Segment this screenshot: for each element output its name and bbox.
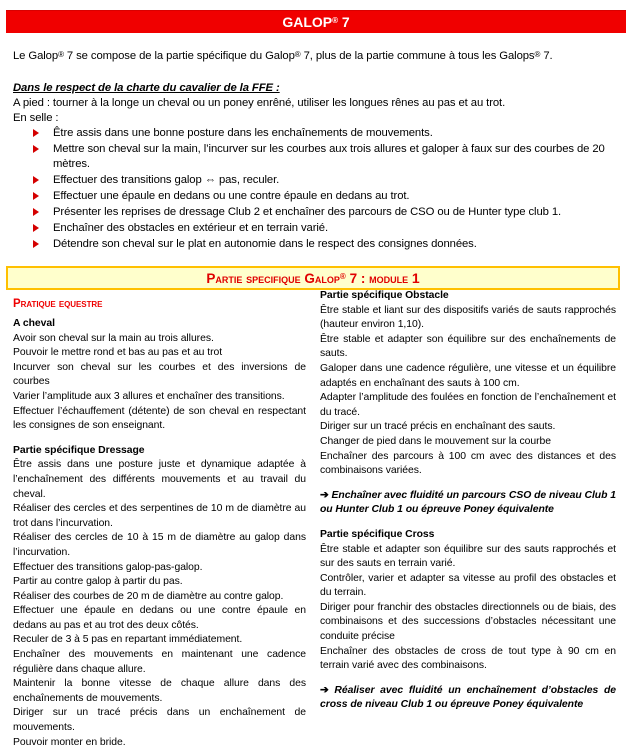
obstacle-item: Être stable et adapter son équilibre sur des enchaînements de sauts. (320, 333, 616, 360)
registered-mark: ® (534, 50, 541, 59)
en-selle-bullet-list (33, 126, 623, 251)
cross-item: Contrôler, varier et adapter sa vitesse au profil des obstacles et du terrain. (320, 572, 616, 599)
section-title-text: 7 : module (345, 271, 412, 286)
charter-heading: Dans le respect de la charte du cavalier de la FFE : (13, 82, 280, 94)
dressage-item: Maintenir la bonne vitesse de chaque allure dans des enchaînements de mouvements. (13, 678, 306, 704)
dressage-item: Diriger sur un tracé précis dans un enchaînement de mouvements. (13, 707, 306, 734)
charter-section (13, 81, 623, 253)
bullet-arrow-icon (33, 192, 39, 200)
obstacle-item: Galoper dans une cadence régulière, une vitesse et un équilibre adaptés en enchaînant des sauts à 100 cm. (320, 362, 616, 389)
obstacle-item: Être stable et liant sur des dispositifs variés de sauts rapprochés (hauteur environ 1,10). (320, 304, 616, 331)
bullet-text: Être assis dans une bonne posture dans les enchaînements de mouvements. (53, 127, 433, 139)
en-selle-label: En selle : (13, 112, 59, 124)
dressage-item: Reculer de 3 à 5 pas en repartant immédiatement. (13, 634, 243, 646)
a-cheval-item: Avoir son cheval sur la main au trois allures. (13, 332, 214, 344)
bullet-item (33, 173, 634, 188)
obstacle-item: Diriger sur un tracé précis en enchaînant des sauts. (320, 421, 556, 433)
dressage-item: Réaliser des cercles de 10 à 15 m de diamètre au galop dans l’incurvation. (13, 532, 306, 558)
bullet-item (33, 237, 634, 252)
spacer (320, 479, 616, 489)
cross-goal-text: Réaliser avec fluidité un enchaînement d’obstacles de cross de niveau Club 1 ou épreuve Poney équivalente (320, 684, 616, 711)
bullet-arrow-icon (33, 176, 39, 184)
spacer (320, 674, 616, 684)
bullet-item (33, 205, 634, 220)
registered-mark: ® (58, 50, 64, 59)
a-cheval-item: Pouvoir le mettre rond et bas au pas et au trot (13, 347, 223, 359)
registered-mark: ® (339, 272, 346, 281)
obstacle-goal (320, 489, 616, 518)
bullet-text: Mettre son cheval sur la main, l’incurver sur les courbes aux trois allures et galoper à faux sur des courbes de 20 mètres. (53, 143, 605, 170)
dressage-item: Partir au contre galop à partir du pas. (13, 576, 183, 588)
module-section-banner (6, 266, 620, 290)
intro-paragraph (13, 49, 553, 63)
title-banner (6, 10, 626, 33)
obstacle-item: Adapter l’amplitude des foulées en fonction de l’enchaînement et du tracé. (320, 392, 616, 418)
a-pied-line: A pied : tourner à la longe un cheval ou un poney enrêné, utiliser les longues rênes au pas et au trot. (13, 97, 506, 109)
dressage-item: Pouvoir monter en bride. (13, 736, 126, 748)
bullet-item (33, 221, 634, 236)
right-arrow-icon: ➔ (320, 684, 329, 696)
dressage-item: Être assis dans une posture juste et dynamique adaptée à l’enchaînement des différents mouvements et au travail du cheval. (13, 459, 306, 500)
left-column (13, 296, 306, 750)
dressage-heading: Partie spécifique Dressage (13, 444, 145, 456)
title-number: 7 (338, 14, 350, 30)
intro-text: Le Galop (13, 50, 59, 62)
cross-goal (320, 684, 616, 713)
pratique-equestre-heading: Pratique equestre (13, 298, 103, 310)
a-cheval-item: Varier l’amplitude aux 3 allures et enchaîner des transitions. (13, 390, 285, 402)
intro-text: 7. (540, 50, 553, 62)
dressage-item: Réaliser des cercles et des serpentines de 10 m de diamètre au trot dans l’incurvation. (13, 503, 306, 529)
dressage-item: Effectuer une épaule en dedans ou une contre épaule en dedans au pas et au trot des deux côtés. (13, 605, 306, 631)
cross-heading: Partie spécifique Cross (320, 528, 435, 540)
bullet-text: Effectuer des transitions galop ⇔ pas, reculer. (53, 173, 280, 186)
bullet-text: Présenter les reprises de dressage Club 2 et enchaîner des parcours de CSO ou de Hunter type club 1. (53, 205, 562, 218)
module-number: 1 (411, 270, 420, 286)
bullet-text: Effectuer une épaule en dedans ou une contre épaule en dedans au trot. (53, 189, 410, 202)
dressage-item: Effectuer des transitions galop-pas-galop. (13, 561, 203, 573)
obstacle-goal-text: Enchaîner avec fluidité un parcours CSO de niveau Club 1 ou Hunter Club 1 ou épreuve Poney équivalente (320, 489, 616, 516)
bullet-arrow-icon (33, 224, 39, 232)
bullet-item (33, 189, 634, 204)
bullet-arrow-icon (33, 240, 39, 248)
right-column (320, 289, 616, 713)
a-cheval-heading: A cheval (13, 318, 55, 329)
bullet-arrow-icon (33, 129, 39, 137)
cross-item: Enchaîner des obstacles de cross de tout type à 90 cm en terrain varié avec des combinaisons. (320, 645, 616, 672)
bullet-arrow-icon (33, 208, 39, 216)
dressage-item: Enchaîner des mouvements en maintenant une cadence régulière dans chaque allure. (13, 649, 306, 675)
bullet-arrow-icon (33, 145, 39, 153)
section-title-text: Partie specifique Galop (206, 271, 340, 286)
registered-mark: ® (294, 50, 301, 59)
a-cheval-item: Incurver son cheval sur les courbes et des inversions de courbes (13, 361, 306, 388)
obstacle-item: Changer de pied dans le mouvement sur la courbe (320, 435, 552, 447)
dressage-item: Réaliser des courbes de 20 m de diamètre au contre galop. (13, 590, 284, 602)
title-text: GALOP (282, 14, 333, 30)
spacer (320, 518, 616, 528)
bullet-text: Détendre son cheval sur le plat en autonomie dans le respect des consignes données. (53, 237, 477, 250)
bullet-item (33, 126, 634, 141)
bullet-text: Enchaîner des obstacles en extérieur et en terrain varié. (53, 221, 328, 234)
spacer (13, 434, 306, 444)
registered-mark: ® (332, 16, 338, 25)
obstacle-heading: Partie spécifique Obstacle (320, 290, 449, 301)
obstacle-item: Enchaîner des parcours à 100 cm avec des distances et des combinaisons variées. (320, 450, 616, 477)
bullet-item (33, 142, 634, 171)
intro-text: 7 se compose de la partie spécifique du Galop (63, 50, 295, 62)
cross-item: Diriger pour franchir des obstacles directionnels ou de biais, des combinaisons et des successions d’obstacles nécessitant une conduite précise (320, 601, 616, 643)
right-arrow-icon: ➔ (320, 489, 329, 501)
a-cheval-item: Effectuer l’échauffement (détente) de son cheval en respectant les consignes de son enseignant. (13, 405, 306, 432)
cross-item: Être stable et adapter son équilibre sur des sauts rapprochés et sur des sauts en terrain varié. (320, 543, 616, 570)
intro-text: 7, plus de la partie commune à tous les Galops (300, 50, 535, 62)
